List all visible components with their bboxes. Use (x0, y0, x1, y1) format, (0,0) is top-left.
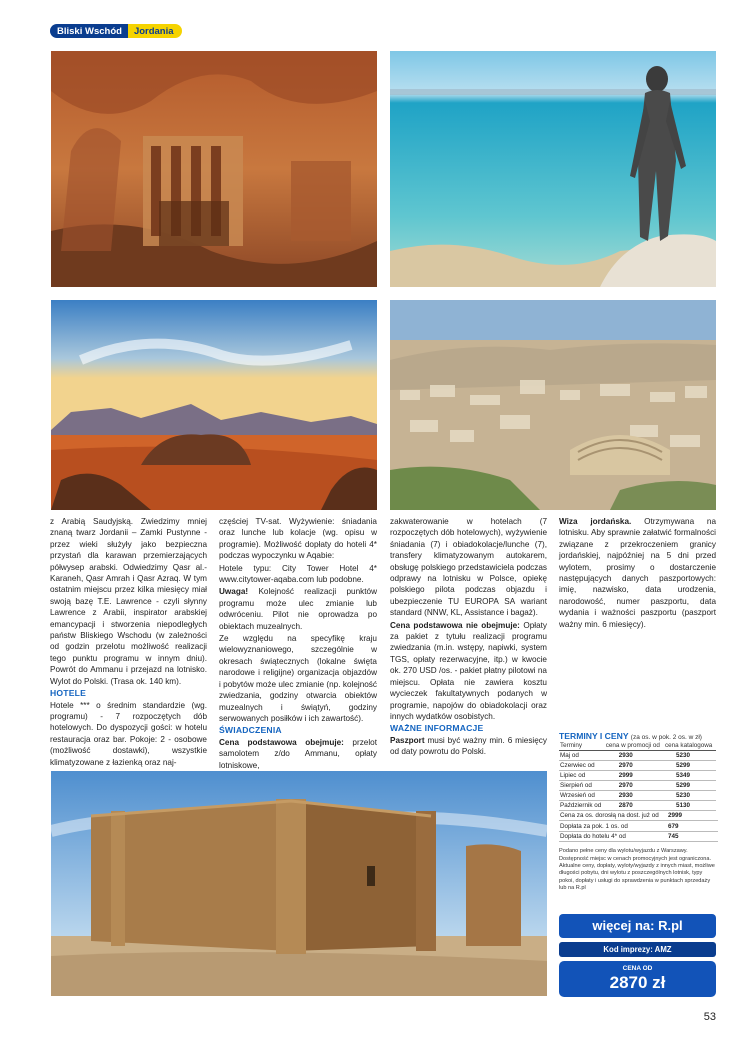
column-4 (559, 516, 716, 631)
col1-text-2: Hotele *** o średnim standardzie (wg. programu) - 7 rozpoczętych dób hotelowych. Do dyspozycji gości: w hotelu restauracja oraz bar. Pokoje: 2 - osobowe (możliwość dostawki), wszystkie klimatyzowane z łazienką oraz naj- (50, 700, 207, 767)
header-promo: cena w promocji od (605, 741, 664, 751)
header-catalog: cena katalogowa (664, 741, 716, 751)
col3-text-3: musi być ważny min. 6 miesięcy od daty powrotu do Polski. (390, 735, 547, 757)
price-title-text: TERMINY I CENY (559, 731, 629, 741)
col2-text-2: Hotele typu: City Tower Hotel 4* www.citytower-aqaba.com lub podobne. (219, 563, 377, 585)
col3-text-1: zakwaterowanie w hotelach (7 rozpoczętych dób hotelowych), wyżywienie śniadania (7) i obiadokolacje/lunche (7), transfery klimatyzowanym autokarem, obsługę polskiego przedstawiciela podczas odprawy na lotnisku w Polsce, opiekę polskiego pilota podczas objazdu i ubezpieczenie TU EUROPA SA wariant standard (NNW, KL, Assistance i bagaż). (390, 517, 547, 618)
row-label: Czerwiec od (559, 761, 605, 771)
extra-label: Cena za os. dorosłą na dost. już od (560, 812, 659, 820)
row-promo: 2970 (605, 761, 664, 771)
row-label: Wrzesień od (559, 791, 605, 801)
more-info-button[interactable]: więcej na: R.pl (559, 914, 716, 938)
extra-row (559, 821, 718, 831)
col1-text-1: z Arabią Saudyjską. Zwiedzimy mniej znaną twarz Jordanii – Zamki Pustynne - przez wieki służyły jako bezpieczna przystań dla karawan przemierzających półwysep arabski. Odwiedzimy Qasr al.-Karaneh, Qasr Amrah i Qasr Azraq. W tym ostatnim miejscu przez kilka miesięcy miał swoją bazę T.E. Lawrence - czyli słynny Lawrence z Arabii, inspirator arabskiej emancypacji i stworzenia niepodległych państw Bliskiego Wschodu (w zależności od godzin przelotu możliwość realizacji tego punktu programu w innym dniu). Powrót do Ammanu i przejazd na lotnisko. Wylot do Polski. (Trasa ok. 140 km). (50, 517, 207, 686)
breadcrumb (50, 24, 182, 38)
row-catalog: 5299 (664, 781, 716, 791)
included-label: Cena podstawowa obejmuje: (219, 737, 344, 747)
passport-label: Paszport (390, 735, 425, 745)
page-number: 53 (703, 1011, 716, 1023)
excluded-label: Cena podstawowa nie obejmuje: (390, 620, 520, 630)
extra-row (559, 811, 718, 821)
extra-value: 2999 (668, 812, 683, 820)
col2-text-4: Ze względu na specyfikę kraju wielowyznaniowego, szczególnie w okresach świątecznych (lokalne święta narodowe i religijne) organizacja objazdów i pobytów może ulec zmianie (np. kolejność zwiedzania, godziny otwarcia obiektów muzealnych i świątyń, godziny serwowanych posiłków i ich zawartość). (219, 634, 377, 723)
dead-sea-icon (390, 51, 716, 287)
extra-label: Dopłata do hotelu 4* od (560, 832, 626, 840)
table-row (559, 751, 716, 761)
row-promo: 2930 (605, 751, 664, 761)
benefits-heading: ŚWIADCZENIA (219, 725, 282, 736)
row-promo: 2970 (605, 781, 664, 791)
row-label: Październik od (559, 801, 605, 811)
table-row (559, 791, 716, 801)
table-row (559, 761, 716, 771)
row-catalog: 5299 (664, 761, 716, 771)
price-from-value: 2870 zł (609, 973, 666, 992)
uwaga-label: Uwaga! (219, 587, 249, 597)
info-heading: WAŻNE INFORMACJE (390, 723, 484, 734)
extra-row (559, 832, 718, 842)
row-promo: 2870 (605, 801, 664, 811)
wadi-rum-icon (51, 300, 377, 510)
breadcrumb-region: Bliski Wschód (50, 24, 128, 38)
extra-label: Dopłata za pok. 1 os. od (560, 822, 628, 830)
row-promo: 2930 (605, 791, 664, 801)
breadcrumb-country: Jordania (128, 24, 182, 38)
header-terminy: Terminy (559, 741, 605, 751)
col3-text-2: Opłaty za pakiet z tytułu realizacji programu zwiedzania (m.in. wstępy, napiwki, system TGS, opłaty rezerwacyjne, itp.) w kwocie ok. 270 USD /os. - pakiet płatny pilotowi na miejscu. Opłata nie zawiera kosztu wycieczek fakultatywnych podanych w programie, napojów do obiadokolacji oraz innych wydatków osobistych. (390, 620, 547, 721)
hotels-heading: HOTELE (50, 688, 87, 699)
row-catalog: 5230 (664, 751, 716, 761)
price-table-title (559, 731, 716, 741)
column-2 (219, 516, 377, 772)
table-row (559, 771, 716, 781)
column-1 (50, 516, 207, 769)
price-from-label: CENA OD (622, 965, 653, 972)
price-table-box (559, 731, 716, 893)
row-catalog: 5130 (664, 801, 716, 811)
col2-included (219, 737, 377, 771)
extra-value: 679 (668, 822, 679, 830)
row-promo: 2999 (605, 771, 664, 781)
price-note: Podano pełne ceny dla wylotu/wyjazdu z Warszawy. Dostępność miejsc w cenach promocyjnych jest ograniczona. Aktualne ceny, dopłaty, wyloty/wyjazdy z innych miast, możliwe długości pobytu, dni wylotu z poszczególnych lotnisk, typy pokoi, dopłaty i usługi do sprawdzenia w punktach sprzedaży lub na R.pl (559, 848, 715, 892)
row-catalog: 5230 (664, 791, 716, 801)
col3-excluded (390, 620, 547, 723)
price-header-row (559, 741, 716, 751)
petra-icon (51, 51, 377, 287)
price-table (559, 741, 716, 811)
price-from-box (559, 961, 716, 997)
row-label: Sierpień od (559, 781, 605, 791)
col2-text-3: Kolejność realizacji punktów programu może ulec zmianie lub odwróceniu. Pilot nie oprowadza po obiektach muzealnych. (219, 587, 377, 631)
visa-label: Wiza jordańska. (559, 517, 632, 526)
table-row (559, 781, 716, 791)
col2-note (219, 586, 377, 632)
amman-icon (390, 300, 716, 510)
extra-value: 745 (668, 832, 679, 840)
col3-passport (390, 735, 547, 758)
price-subtitle: (za os. w pok. 2 os. w zł) (630, 734, 702, 741)
desert-castle-icon (51, 771, 547, 996)
row-catalog: 5349 (664, 771, 716, 781)
column-3 (390, 516, 547, 759)
row-label: Maj od (559, 751, 605, 761)
table-row (559, 801, 716, 811)
visa-info (559, 516, 716, 630)
col2-text-5: przelot samolotem z/do Ammanu, opłaty lotniskowe, (219, 737, 377, 770)
trip-code-badge: Kod imprezy: AMZ (559, 942, 716, 957)
col2-text-1: częściej TV-sat. Wyżywienie: śniadania oraz lunche lub kolacje (wg. opisu w programie). Możliwość dopłaty do hoteli 4* podczas wypoczynku w Aqabie: (219, 517, 377, 561)
row-label: Lipiec od (559, 771, 605, 781)
col4-text-1: Otrzymywana na lotnisku. Aby sprawnie załatwić formalności związane z przekroczeniem granicy jordańskiej, najpóźniej na 5 dni przed wylotem, prosimy o dostarczenie następujących danych paszportowych: imię, nazwisko, data urodzenia, narodowość, numer paszportu, data wydania i ważności paszportu (paszport ważny min. 6 miesięcy). (559, 517, 717, 629)
